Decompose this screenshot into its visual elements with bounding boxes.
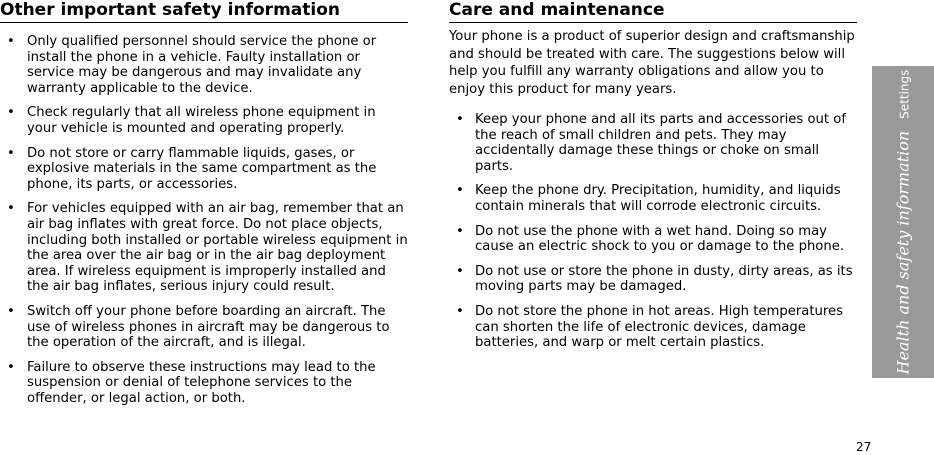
section-divider (449, 22, 857, 23)
chapter-subtitle: Settings (897, 69, 912, 119)
safety-list (0, 23, 408, 406)
page-number: 27 (856, 440, 872, 454)
right-column (449, 0, 857, 351)
chapter-side-tab (872, 66, 934, 378)
list-item: • Do not store or carry flammable liquids, gases, or explosive materials in the same compartment as the phone, its parts, or accessories. (0, 146, 408, 193)
list-item: • Do not use or store the phone in dusty, dirty areas, as its moving parts may be damaged. (449, 264, 857, 295)
side-tab-label (894, 70, 913, 375)
section-title-care: Care and maintenance (449, 0, 665, 20)
left-column (0, 0, 408, 406)
section-title-safety: Other important safety information (0, 0, 340, 20)
list-item: • Do not use the phone with a wet hand. Doing so may cause an electric shock to you or damage to the phone. (449, 224, 857, 255)
chapter-title: Health and safety information (893, 130, 913, 375)
list-item: • Failure to observe these instructions may lead to the suspension or denial of telephone services to the offender, or legal action, or both. (0, 360, 408, 407)
list-item: • Keep your phone and all its parts and accessories out of the reach of small children and pets. They may accidentally damage these things or choke on small parts. (449, 112, 857, 174)
list-item: • Switch off your phone before boarding an aircraft. The use of wireless phones in aircraft may be dangerous to the operation of the aircraft, and is illegal. (0, 304, 408, 351)
list-item: • Only qualified personnel should service the phone or install the phone in a vehicle. Faulty installation or service may be dangerous and may invalidate any warranty applicable to the device. (0, 34, 408, 96)
list-item: • Do not store the phone in hot areas. High temperatures can shorten the life of electronic devices, damage batteries, and warp or melt certain plastics. (449, 304, 857, 351)
list-item: • For vehicles equipped with an air bag, remember that an air bag inflates with great force. Do not place objects, including both installed or portable wireless equipment in the area over the air bag or in the air bag deployment area. If wireless equipment is improperly installed and the air bag inflates, serious injury could result. (0, 201, 408, 295)
care-list (449, 102, 857, 351)
list-item: • Check regularly that all wireless phone equipment in your vehicle is mounted and operating properly. (0, 105, 408, 136)
care-intro-paragraph: Your phone is a product of superior design and craftsmanship and should be treated with care. The suggestions below will help you fulfill any warranty obligations and allow you to enjoy this product for many years. (449, 29, 855, 97)
list-item: • Keep the phone dry. Precipitation, humidity, and liquids contain minerals that will corrode electronic circuits. (449, 183, 857, 214)
